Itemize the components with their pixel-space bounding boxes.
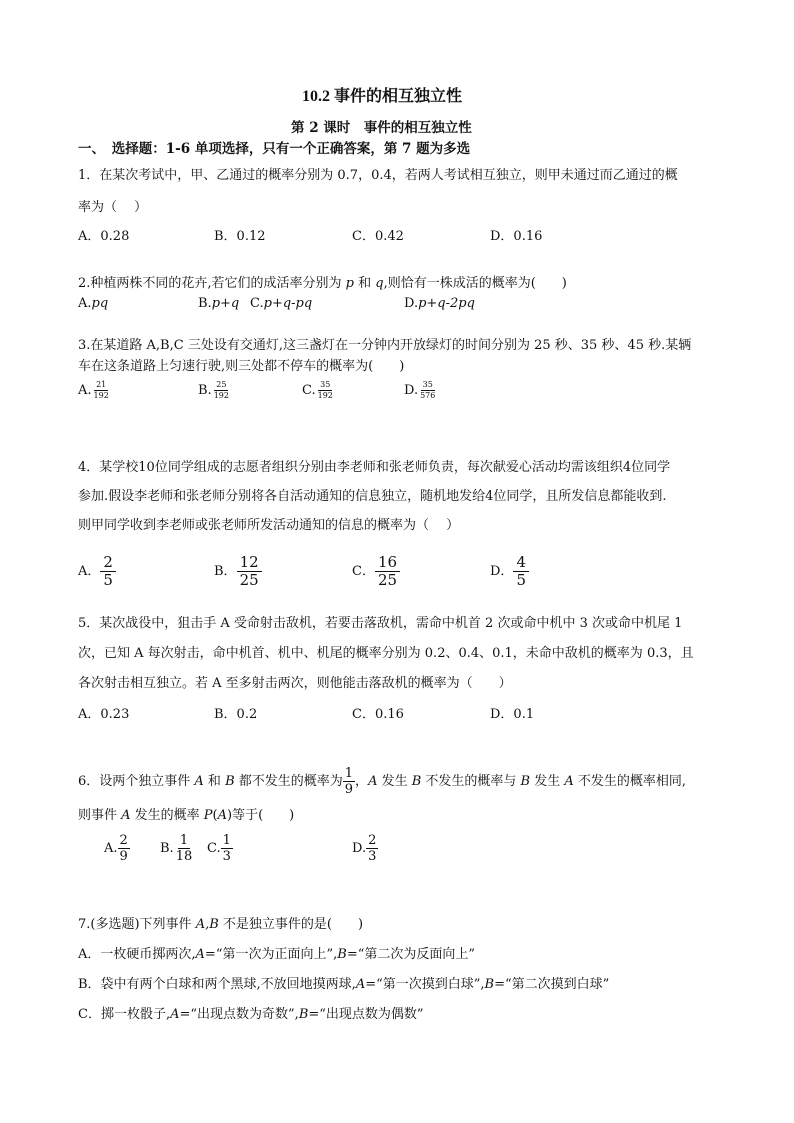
var-p: p <box>345 276 354 291</box>
q6-option-c <box>207 834 233 863</box>
fraction-numerator: 1 <box>179 833 189 848</box>
var-ab: A,B <box>195 917 219 932</box>
fraction-denominator: 192 <box>317 391 333 400</box>
q2-stem <box>78 276 567 292</box>
q5-option-c: C．0.16 <box>352 707 404 722</box>
q6-text: 等于( ) <box>232 808 295 823</box>
fraction-denominator: 3 <box>368 849 377 864</box>
q6-text: 发生 <box>377 774 412 789</box>
q2-option-b-label: B. <box>198 296 212 311</box>
q7-option-b <box>78 977 609 993</box>
var-b: B <box>337 947 347 962</box>
var-a: A <box>194 774 204 789</box>
q2-option-c-label: C. <box>250 296 264 311</box>
q5-option-a: A．0.23 <box>78 707 130 722</box>
fraction-denominator: 5 <box>516 571 526 589</box>
q2-option-d <box>404 296 475 312</box>
q7-option-text: =“第一次摸到白球”, <box>365 977 485 992</box>
q4-stem-line3: 则甲同学收到李老师或张老师所发活动通知的信息的概率为（ ） <box>78 518 460 533</box>
q2-option-c-value: p+q-pq <box>263 296 313 311</box>
q4-option-d-label: D． <box>490 564 514 579</box>
fraction <box>375 555 400 588</box>
q4-option-a <box>78 555 116 588</box>
var-a: A <box>170 1007 180 1022</box>
q3-option-c <box>302 381 335 400</box>
fraction-denominator: 5 <box>103 571 113 589</box>
fraction <box>237 555 262 588</box>
fraction-numerator: 1 <box>222 833 231 848</box>
var-a: A <box>121 808 131 823</box>
fraction-denominator: 25 <box>377 571 398 589</box>
fraction-numerator: 2 <box>368 833 377 848</box>
q7-stem <box>78 917 363 933</box>
q6-option-b-label: B. <box>160 841 174 856</box>
fraction <box>100 555 116 588</box>
var-a: A <box>355 977 366 992</box>
q5-option-b: B．0.2 <box>214 707 258 722</box>
fraction <box>513 555 529 588</box>
fraction-numerator: 2 <box>100 555 116 572</box>
fraction-denominator: 576 <box>420 391 436 400</box>
fraction <box>212 381 231 400</box>
q1-option-a: A．0.28 <box>78 229 130 244</box>
q4-option-c-label: C． <box>352 564 375 579</box>
q6-text: 都不发生的概率为 <box>234 774 343 789</box>
page-title: 10.2 事件的相互独立性 <box>302 88 463 105</box>
q2-and: 和 <box>354 276 376 291</box>
q6-stem-line1 <box>78 764 686 800</box>
q3-stem-line2: 车在这条道路上匀速行驶,则三处都不停车的概率为( ) <box>78 359 405 374</box>
q6-text: 发生 <box>530 774 565 789</box>
q2-option-c <box>250 296 312 312</box>
q6-text: 不发生的概率相同, <box>573 774 687 789</box>
var-b: B <box>520 774 531 789</box>
q2-option-d-value: p+q-2pq <box>418 296 475 311</box>
fraction <box>92 381 111 400</box>
q5-stem-line2: 次，已知 A 每次射击，命中机首、机中、机尾的概率分别为 0.2、0.4、0.1，未命中敌机的概率为 0.3，且 <box>78 646 694 661</box>
q6-text: 和 <box>203 774 226 789</box>
q2-option-b-value: p+q <box>211 296 240 311</box>
q6-stem-line2 <box>78 808 294 824</box>
q4-stem-line1: 4．某学校10位同学组成的志愿者组织分别由李老师和张老师负责，每次献爱心活动均需该组织4位同学 <box>78 460 671 475</box>
fraction-numerator: 2 <box>119 833 128 848</box>
q7-text: 不是独立事件的是( ) <box>218 917 364 932</box>
fraction-denominator: 192 <box>213 391 229 400</box>
q3-option-b-label: B. <box>198 383 212 398</box>
fraction-numerator: 12 <box>237 555 262 572</box>
q3-option-c-label: C. <box>302 383 316 398</box>
var-a: A <box>195 947 205 962</box>
var-p: P <box>203 808 213 823</box>
fraction-denominator: 9 <box>344 782 354 797</box>
q4-option-b-label: B． <box>214 564 237 579</box>
q1-stem-line1: 1．在某次考试中，甲、乙通过的概率分别为 0.7，0.4，若两人考试相互独立，则甲未通过而乙通过的概 <box>78 168 678 183</box>
q6-text: 则事件 <box>78 808 122 823</box>
q5-option-d: D．0.1 <box>490 707 535 722</box>
q3-option-b <box>198 381 231 400</box>
fraction-numerator: 21 <box>96 380 107 389</box>
q6-text: 不发生的概率与 <box>421 774 521 789</box>
q7-option-text: =“出现点数为偶数” <box>308 1007 424 1022</box>
q7-option-text: =“第二次摸到白球” <box>494 977 610 992</box>
var-b: B <box>298 1007 309 1022</box>
section-heading: 一、 选择题：1-6 单项选择，只有一个正确答案，第 7 题为多选 <box>78 141 471 157</box>
q6-text: ， <box>355 774 369 789</box>
q7-option-text: =“第二次为反面向上” <box>346 947 475 962</box>
var-q: q <box>375 276 384 291</box>
var-b: B <box>484 977 495 992</box>
q3-stem-line1: 3.在某道路 A,B,C 三处设有交通灯,这三盏灯在一分钟内开放绿灯的时间分别为 25 秒、35 秒、45 秒.某辆 <box>78 338 692 353</box>
q6-option-a-label: A. <box>104 841 118 856</box>
q3-option-d <box>404 381 437 400</box>
q4-option-d <box>490 555 529 588</box>
q2-option-a <box>78 296 108 312</box>
q5-stem-line3: 各次射击相互独立。若 A 至多射击两次，则他能击落敌机的概率为（ ） <box>78 676 512 691</box>
q6-option-c-label: C. <box>207 841 221 856</box>
fraction-denominator: 192 <box>93 391 109 400</box>
q1-option-d: D．0.16 <box>490 229 543 244</box>
q3-option-a <box>78 381 111 400</box>
q4-option-b <box>214 555 262 588</box>
page-subtitle: 第 2 课时 事件的相互独立性 <box>291 120 472 136</box>
fraction-denominator: 3 <box>222 849 231 864</box>
q1-stem-line2: 率为（ ） <box>78 200 148 215</box>
q2-stem-text-2: ,则恰有一株成活的概率为( ) <box>383 276 567 291</box>
fraction-numerator: 1 <box>344 766 354 781</box>
fraction <box>118 834 130 863</box>
fraction <box>221 834 233 863</box>
fraction-numerator: 25 <box>216 380 227 389</box>
paren: ) <box>227 808 233 823</box>
q6-text: 发生的概率 <box>130 808 204 823</box>
q2-option-a-value: pq <box>91 296 109 311</box>
q2-stem-text: 2.种植两株不同的花卉,若它们的成活率分别为 <box>78 276 346 291</box>
q2-option-d-label: D. <box>404 296 419 311</box>
q3-option-d-label: D. <box>404 383 419 398</box>
q7-option-a <box>78 947 475 963</box>
q7-option-text: =“第一次为正面向上”, <box>204 947 338 962</box>
var-a: A <box>217 808 228 823</box>
fraction-denominator: 9 <box>119 849 128 864</box>
q7-option-text: A．一枚硬币掷两次, <box>78 947 196 962</box>
q7-option-text: C．掷一枚骰子, <box>78 1007 171 1022</box>
fraction-numerator: 16 <box>375 555 400 572</box>
q1-option-b: B．0.12 <box>214 229 266 244</box>
q4-option-c <box>352 555 400 588</box>
var-a: A <box>368 774 378 789</box>
q4-option-a-label: A． <box>78 564 101 579</box>
var-b: B <box>225 774 235 789</box>
q4-stem-line2: 参加.假设李老师和张老师分别将各自活动通知的信息独立，随机地发给4位同学，且所发信息都能收到. <box>78 489 667 504</box>
fraction <box>174 834 195 863</box>
q5-stem-line1: 5．某次战役中，狙击手 A 受命射击敌机，若要击落敌机，需命中机首 2 次或命中机中 3 次或命中机尾 1 <box>78 616 683 631</box>
q6-option-d <box>352 834 378 863</box>
q2-option-b <box>198 296 239 312</box>
q2-option-a-label: A. <box>78 296 92 311</box>
var-b: B <box>411 774 422 789</box>
fraction <box>316 381 335 400</box>
paren: ( <box>212 808 218 823</box>
fraction <box>366 834 378 863</box>
q6-option-d-label: D. <box>352 841 367 856</box>
fraction-denominator: 18 <box>175 849 193 864</box>
fraction <box>418 381 437 400</box>
q7-option-text: B．袋中有两个白球和两个黑球,不放回地摸两球, <box>78 977 356 992</box>
q7-text: 7.(多选题)下列事件 <box>78 917 196 932</box>
q7-option-text: =“出现点数为奇数”, <box>179 1007 299 1022</box>
fraction <box>343 767 355 796</box>
q1-option-c: C．0.42 <box>352 229 404 244</box>
fraction-denominator: 25 <box>239 571 259 589</box>
q6-text: 6．设两个独立事件 <box>78 774 195 789</box>
q6-option-b <box>160 834 194 863</box>
q3-option-a-label: A. <box>78 383 92 398</box>
fraction-numerator: 35 <box>320 380 331 389</box>
q7-option-c <box>78 1007 424 1023</box>
fraction-numerator: 4 <box>513 555 529 572</box>
q6-option-a <box>104 834 130 863</box>
var-a: A <box>564 774 574 789</box>
fraction-numerator: 35 <box>422 380 433 389</box>
